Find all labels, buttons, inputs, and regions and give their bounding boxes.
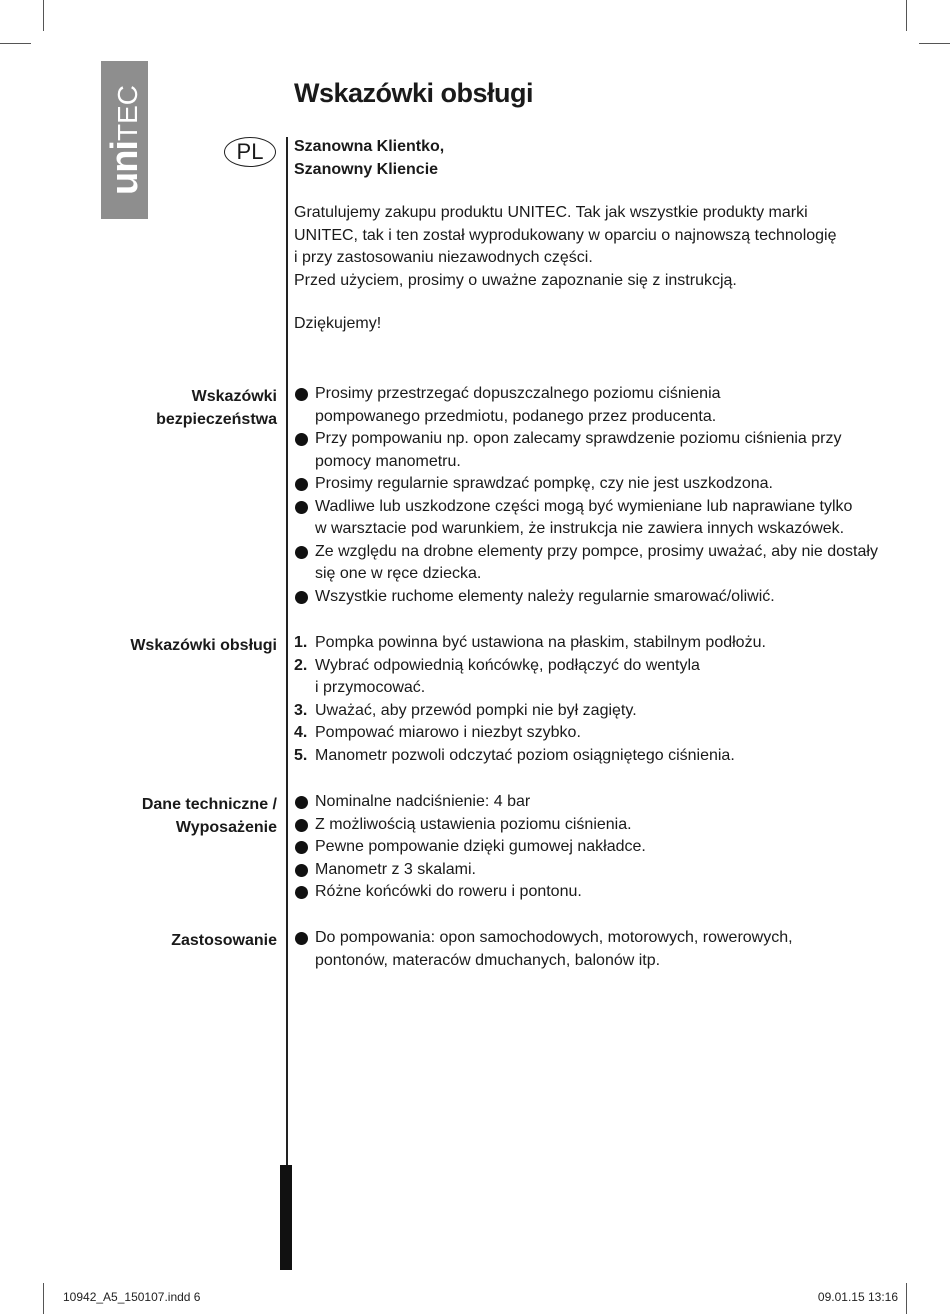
list-item	[294, 541, 878, 586]
safety-list	[294, 383, 878, 608]
list-item	[294, 814, 646, 837]
label-line: Wskazówki	[191, 388, 277, 405]
bullet-icon	[295, 841, 308, 854]
list-item	[294, 927, 793, 972]
list-item	[294, 655, 766, 700]
item-line: Nominalne nadciśnienie: 4 bar	[315, 793, 531, 810]
item-line: Pompka powinna być ustawiona na płaskim, stabilnym podłożu.	[315, 634, 766, 651]
bullet-icon	[295, 501, 308, 514]
intro-line: Gratulujemy zakupu produktu UNITEC. Tak jak wszystkie produkty marki	[294, 204, 808, 221]
item-line: pomocy manometru.	[315, 452, 461, 470]
bullet-icon	[295, 591, 308, 604]
item-line: Prosimy regularnie sprawdzać pompkę, czy nie jest uszkodzona.	[315, 475, 773, 492]
usage-list	[294, 927, 793, 972]
item-line: Różne końcówki do roweru i pontonu.	[315, 883, 582, 900]
label-line: Wskazówki obsługi	[130, 637, 277, 654]
list-item	[294, 586, 878, 609]
item-line: i przymocować.	[315, 679, 426, 696]
item-line: Do pompowania: opon samochodowych, motorowych, rowerowych,	[315, 929, 793, 946]
list-item	[294, 881, 646, 904]
label-line: Dane techniczne /	[141, 796, 277, 813]
item-line: pompowanego przedmiotu, podanego przez producenta.	[315, 407, 717, 425]
step-number: 3.	[294, 701, 308, 719]
intro-line: Przed użyciem, prosimy o uważne zapoznanie się z instrukcją.	[294, 271, 737, 289]
item-line: Prosimy przestrzegać dopuszczalnego poziomu ciśnienia	[315, 385, 721, 402]
bullet-icon	[295, 546, 308, 559]
language-badge: PL	[224, 137, 276, 167]
step-number: 2.	[294, 656, 308, 674]
item-line: Uważać, aby przewód pompki nie był zagięty.	[315, 701, 637, 719]
label-line: Wyposażenie	[175, 818, 277, 836]
item-line: się one w ręce dziecka.	[315, 565, 482, 582]
label-line: bezpieczeństwa	[156, 410, 277, 428]
item-line: Ze względu na drobne elementy przy pompce, prosimy uważać, aby nie dostały	[315, 542, 878, 560]
page-edge-bar	[280, 1165, 292, 1270]
list-item	[294, 745, 766, 768]
list-item	[294, 791, 646, 814]
label-line: Zastosowanie	[171, 932, 277, 949]
footer-date: 09.01.15 13:16	[817, 1290, 898, 1304]
unitec-logo	[101, 61, 148, 219]
section-label-technical	[142, 794, 277, 839]
list-item	[294, 383, 878, 428]
operation-list	[294, 632, 766, 767]
list-item	[294, 700, 766, 723]
thanks-text: Dziękujemy!	[294, 315, 382, 332]
section-label-operation	[130, 635, 277, 658]
greeting	[294, 136, 444, 181]
footer-file: 10942_A5_150107.indd 6	[63, 1290, 201, 1304]
item-line: Manometr z 3 skalami.	[315, 860, 476, 878]
list-item	[294, 722, 766, 745]
step-number: 4.	[294, 724, 308, 741]
crop-mark	[43, 1283, 44, 1314]
crop-mark	[919, 43, 950, 44]
greeting-line: Szanowny Kliencie	[294, 160, 439, 178]
item-line: Wybrać odpowiednią końcówkę, podłączyć do wentyla	[315, 656, 700, 674]
bullet-icon	[295, 886, 308, 899]
crop-mark	[43, 0, 44, 31]
item-line: Przy pompowaniu np. opon zalecamy sprawdzenie poziomu ciśnienia przy	[315, 430, 842, 447]
item-line: Pewne pompowanie dzięki gumowej nakładce.	[315, 838, 646, 855]
crop-mark	[906, 1283, 907, 1314]
list-item	[294, 473, 878, 496]
item-line: Z możliwością ustawienia poziomu ciśnienia.	[315, 815, 632, 833]
item-line: Manometr pozwoli odczytać poziom osiągniętego ciśnienia.	[315, 746, 735, 764]
intro-paragraph	[294, 202, 837, 292]
item-line: pontonów, materaców dmuchanych, balonów itp.	[315, 951, 661, 969]
bullet-icon	[295, 932, 308, 945]
item-line: Pompować miarowo i niezbyt szybko.	[315, 724, 581, 741]
section-label-safety	[156, 386, 277, 431]
bullet-icon	[295, 819, 308, 832]
page-title: Wskazówki obsługi	[294, 78, 534, 108]
intro-line: UNITEC, tak i ten został wyprodukowany w oparciu o najnowszą technologię	[294, 226, 837, 244]
list-item	[294, 836, 646, 859]
item-line: Wszystkie ruchome elementy należy regularnie smarować/oliwić.	[315, 587, 775, 605]
step-number: 1.	[294, 634, 308, 651]
list-item	[294, 859, 646, 882]
list-item	[294, 428, 878, 473]
list-item	[294, 632, 766, 655]
crop-mark	[0, 43, 31, 44]
technical-list	[294, 791, 646, 904]
section-label-usage	[171, 930, 277, 953]
logo-uni: uni	[103, 141, 146, 195]
logo-tec: TEC	[111, 85, 143, 142]
divider-line	[286, 137, 288, 1267]
greeting-line: Szanowna Klientko,	[294, 138, 445, 155]
bullet-icon	[295, 433, 308, 446]
bullet-icon	[295, 864, 308, 877]
list-item	[294, 496, 878, 541]
bullet-icon	[295, 388, 308, 401]
crop-mark	[906, 0, 907, 31]
bullet-icon	[295, 796, 308, 809]
item-line: Wadliwe lub uszkodzone części mogą być wymieniane lub naprawiane tylko	[315, 497, 853, 515]
step-number: 5.	[294, 746, 308, 764]
intro-line: i przy zastosowaniu niezawodnych części.	[294, 249, 593, 266]
bullet-icon	[295, 478, 308, 491]
item-line: w warsztacie pod warunkiem, że instrukcja nie zawiera innych wskazówek.	[315, 520, 845, 537]
